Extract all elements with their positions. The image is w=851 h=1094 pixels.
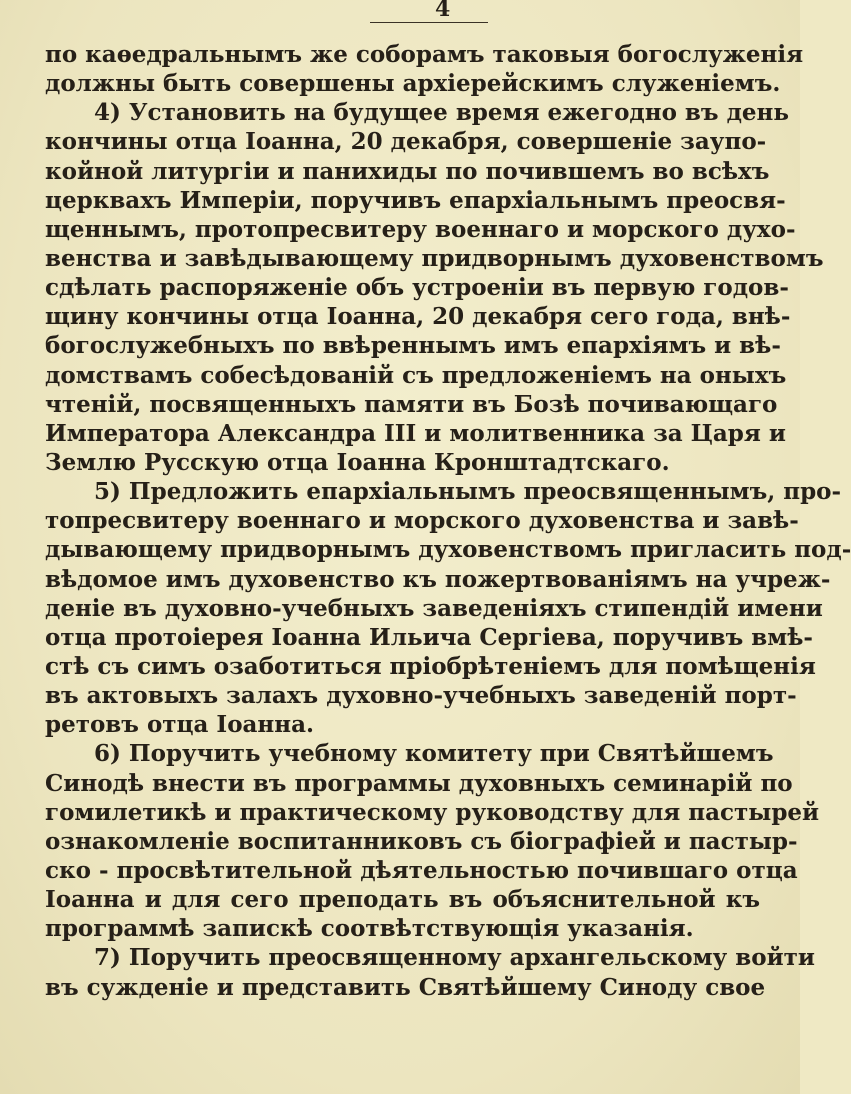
text-line: ознакомленіе воспитанниковъ съ біографіей и пастыр- <box>45 827 798 855</box>
text-line: сдѣлать распоряженіе объ устроеніи въ первую годов- <box>45 274 789 302</box>
text-line: по каѳедральнымъ же соборамъ таковыя богослуженія <box>45 41 804 68</box>
text-line: должны быть совершены архіерейскимъ служеніемъ. <box>45 70 781 98</box>
text-line: въ сужденіе и представить Святѣйшему Синоду свое <box>45 973 766 1001</box>
text-line: чтеній, посвященныхъ памяти въ Бозѣ почивающаго <box>45 390 778 418</box>
page-number: 4 <box>435 0 451 22</box>
text-line: ретовъ отца Іоанна. <box>45 711 315 739</box>
text-line: кончины отца Іоанна, 20 декабря, совершеніе заупо- <box>45 128 767 156</box>
text-line: деніе въ духовно-учебныхъ заведеніяхъ стипендій имени <box>45 594 823 622</box>
text-line: 7) Поручить преосвященному архангельскому войти <box>94 944 815 972</box>
text-line: Синодѣ внести въ программы духовныхъ семинарій по <box>45 769 793 797</box>
page-header <box>45 0 760 40</box>
text-line: Іоанна и для сего преподать въ объяснительной къ <box>45 886 760 914</box>
text-line: въ актовыхъ залахъ духовно-учебныхъ заведеній порт- <box>45 682 797 710</box>
text-line: отца протоіерея Іоанна Ильича Сергіева, поручивъ вмѣ- <box>45 623 813 651</box>
text-line: щеннымъ, протопресвитеру военнаго и морского духо- <box>45 215 796 243</box>
text-line: 4) Установить на будущее время ежегодно въ день <box>94 99 789 127</box>
text-line: венства и завѣдывающему придворнымъ духовенствомъ <box>45 244 824 272</box>
body-text <box>45 40 851 1002</box>
text-line: Землю Русскую отца Іоанна Кронштадтскаго. <box>45 448 670 476</box>
text-line: 5) Предложить епархіальнымъ преосвященнымъ, про- <box>94 478 842 506</box>
header-rule <box>370 22 488 23</box>
text-line: программѣ запискѣ соотвѣтствующія указанія. <box>45 915 694 943</box>
text-line: щину кончины отца Іоанна, 20 декабря сего года, внѣ- <box>45 303 791 331</box>
text-line: церквахъ Имперіи, поручивъ епархіальнымъ преосвя- <box>45 186 786 214</box>
text-line: 6) Поручить учебному комитету при Святѣйшемъ <box>94 740 774 768</box>
text-line: вѣдомое имъ духовенство къ пожертвованіямъ на учреж- <box>45 565 831 593</box>
text-line: Императора Александра III и молитвенника за Царя и <box>45 419 786 447</box>
text-line: ско - просвѣтительной дѣятельностью почившаго отца <box>45 856 798 884</box>
text-line: койной литургіи и панихиды по почившемъ во всѣхъ <box>45 157 770 185</box>
text-line: дывающему придворнымъ духовенствомъ пригласить под- <box>45 536 851 564</box>
text-line: топресвитеру военнаго и морского духовенства и завѣ- <box>45 507 799 535</box>
text-line: стѣ съ симъ озаботиться пріобрѣтеніемъ для помѣщенія <box>45 652 816 680</box>
text-line: богослужебныхъ по ввѣреннымъ имъ епархіямъ и вѣ- <box>45 332 781 360</box>
text-line: домствамъ собесѣдованій съ предложеніемъ на оныхъ <box>45 361 787 389</box>
text-line: гомилетикѣ и практическому руководству для пастырей <box>45 798 820 826</box>
